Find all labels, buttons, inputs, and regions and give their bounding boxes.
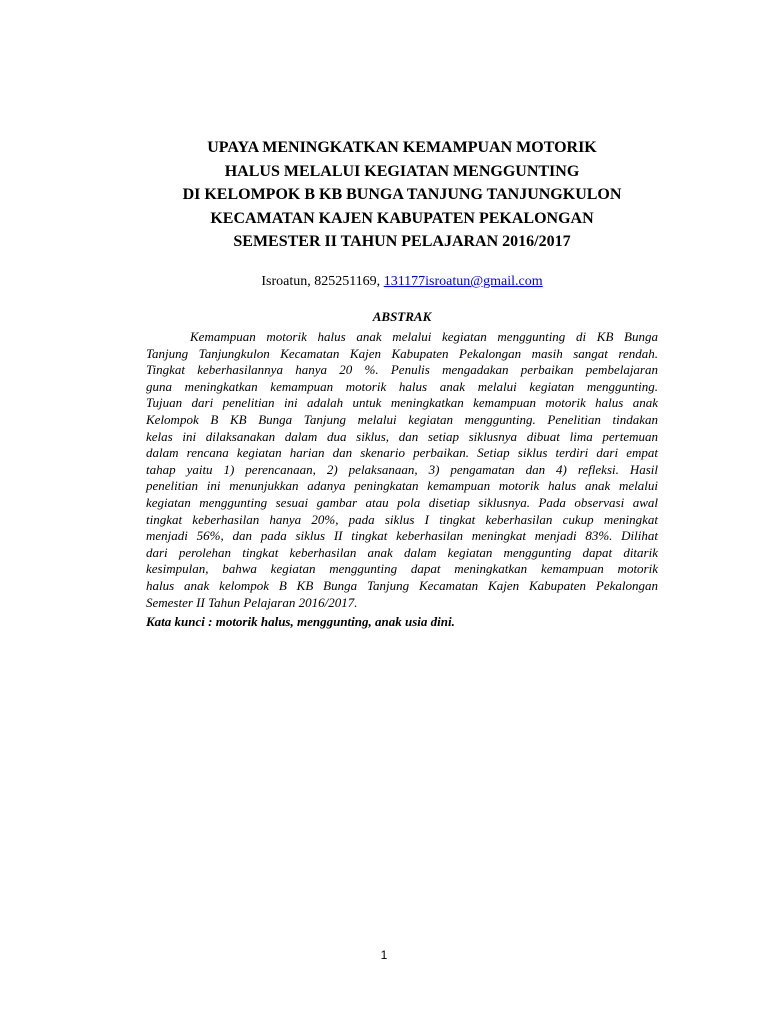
abstract-line-3: Tingkat keberhasilannya hanya 20 %. Penulis mengadakan perbaikan pembelajaran: [146, 362, 658, 378]
abstract-line-9: tahap yaitu 1) perencanaan, 2) pelaksanaan, 3) pengamatan dan 4) refleksi. Hasil: [146, 461, 658, 477]
paper-title: [100, 136, 704, 254]
abstract-line-4: guna meningkatkan kemampuan motorik halus anak melalui kegiatan menggunting.: [146, 378, 658, 394]
abstract-line-16: halus anak kelompok B KB Bunga Tanjung Kecamatan Kajen Kabupaten Pekalongan: [146, 577, 658, 593]
abstract-line-10: penelitian ini menunjukkan adanya peningkatan kemampuan motorik halus anak melalui: [146, 478, 658, 494]
abstract-line-14: dari perolehan tingkat keberhasilan anak dalam kegiatan menggunting dapat ditarik: [146, 544, 658, 560]
abstract-heading: ABSTRAK: [372, 309, 432, 324]
abstract-line-1: Kemampuan motorik halus anak melalui kegiatan menggunting di KB Bunga: [190, 329, 658, 344]
abstract-line-13: menjadi 56%, dan pada siklus II tingkat keberhasilan meningkat menjadi 83%. Dilihat: [146, 528, 658, 544]
abstract-line-8: dalam rencana kegiatan harian dan skenario perbaikan. Setiap siklus terdiri dari empat: [146, 445, 658, 461]
abstract-line-5: Tujuan dari penelitian ini adalah untuk meningkatkan kemampuan motorik halus anak: [146, 395, 658, 411]
title-line-5: SEMESTER II TAHUN PELAJARAN 2016/2017: [233, 233, 571, 250]
abstract-line-11: kegiatan menggunting sesuai gambar atau pola disetiap siklusnya. Pada observasi awal: [146, 494, 658, 510]
abstract-line-6: Kelompok B KB Bunga Tanjung melalui kegiatan menggunting. Penelitian tindakan: [146, 411, 658, 427]
abstract-line-7: kelas ini dilaksanakan dalam dua siklus, dan setiap siklusnya dibuat lima pertemuan: [146, 428, 658, 444]
title-line-4: KECAMATAN KAJEN KABUPATEN PEKALONGAN: [210, 209, 594, 227]
author-email-link[interactable]: 131177isroatun@gmail.com: [383, 274, 543, 289]
title-line-2: HALUS MELALUI KEGIATAN MENGGUNTING: [224, 162, 580, 180]
abstract-line-2: Tanjung Tanjungkulon Kecamatan Kajen Kabupaten Pekalongan masih sangat rendah.: [146, 345, 658, 361]
author-line: [100, 273, 704, 291]
abstract-line-17: Semester II Tahun Pelajaran 2016/2017.: [146, 594, 358, 610]
author-name-id: Isroatun, 825251169,: [261, 274, 384, 289]
page-number: 1: [380, 948, 388, 962]
abstract-line-12: tingkat keberhasilan hanya 20%, pada siklus I tingkat keberhasilan cukup meningkat: [146, 511, 658, 527]
title-line-3: DI KELOMPOK B KB BUNGA TANJUNG TANJUNGKULON: [182, 186, 622, 203]
abstract-line-15: kesimpulan, bahwa kegiatan menggunting dapat meningkatkan kemampuan motorik: [146, 561, 658, 577]
keywords: Kata kunci : motorik halus, menggunting, anak usia dini.: [146, 614, 455, 629]
title-line-1: UPAYA MENINGKATKAN KEMAMPUAN MOTORIK: [207, 139, 597, 156]
abstract-body: [146, 329, 658, 611]
